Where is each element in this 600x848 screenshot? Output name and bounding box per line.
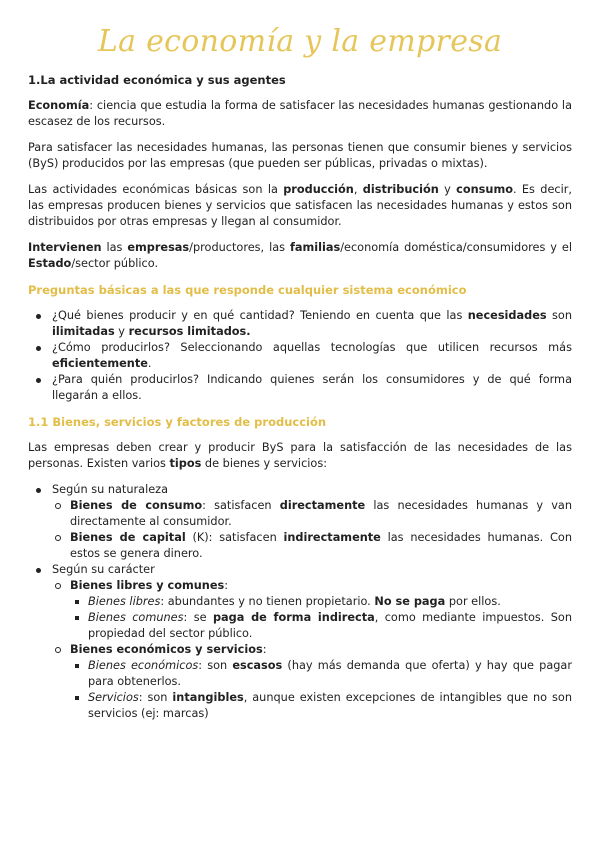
types-list (28, 482, 572, 722)
text: , aunque existen excepciones de intangibles que no son servicios (ej: marcas) (88, 691, 572, 720)
text: Las actividades económicas básicas son la (28, 183, 284, 196)
term-distribucion: distribución (362, 183, 439, 196)
paragraph-economia (28, 98, 572, 130)
paragraph-necesidades: Para satisfacer las necesidades humanas, las personas tienen que consumir bienes y servicios (ByS) producidos por las empresas (que pueden ser públicas, privadas o mixtas). (28, 141, 572, 170)
list-item (28, 530, 572, 562)
term: Bienes de capital (70, 531, 186, 544)
text: las necesidades humanas. Con estos se genera dinero. (70, 531, 572, 560)
term: indirectamente (283, 531, 381, 544)
list-item (28, 594, 572, 610)
text: son (546, 309, 572, 322)
list-item-caracter (28, 562, 572, 722)
term: recursos limitados. (128, 325, 251, 338)
text: Las empresas deben crear y producir ByS para la satisfacción de las necesidades de las personas. Existen varios (28, 441, 572, 470)
term: Bienes libres (88, 595, 161, 608)
document-body (28, 72, 572, 722)
text: : abundantes y no tienen propietario. (160, 595, 375, 608)
term: paga de forma indirecta (212, 611, 375, 624)
list-item (28, 642, 572, 722)
paragraph-actividades (28, 182, 572, 230)
text: /productores, las (189, 241, 290, 254)
list-item (28, 498, 572, 530)
sublist (28, 594, 572, 642)
text: Según su naturaleza (52, 483, 169, 496)
text: , (353, 183, 363, 196)
section-heading-bienes: 1.1 Bienes, servicios y factores de producción (28, 415, 327, 429)
list-item (28, 658, 572, 690)
term: escasos (232, 659, 283, 672)
term: directamente (279, 499, 366, 512)
text: y (438, 183, 457, 196)
list-item-naturaleza (28, 482, 572, 562)
text: las (101, 241, 128, 254)
term: Bienes económicos (88, 659, 199, 672)
text: : son (198, 659, 233, 672)
term: Servicios (88, 691, 139, 704)
section-heading-actividad: 1.La actividad económica y sus agentes (28, 73, 286, 87)
text: /sector público. (71, 257, 159, 270)
term: No se paga (374, 595, 446, 608)
text: ¿Cómo producirlos? Seleccionando aquellas tecnologías que utilicen recursos más (52, 341, 572, 354)
term: Bienes de consumo (70, 499, 203, 512)
list-item (28, 690, 572, 722)
text: Según su carácter (52, 563, 155, 576)
text: y (114, 325, 129, 338)
term-economia: Economía (28, 99, 90, 112)
term-estado: Estado (28, 257, 72, 270)
list-item (28, 340, 572, 372)
term-empresas: empresas (127, 241, 190, 254)
term: Bienes libres y comunes (70, 579, 225, 592)
paragraph-bienes-intro (28, 440, 572, 472)
text: (hay más demanda que oferta) y hay que pagar para obtenerlos. (88, 659, 572, 688)
section-heading-preguntas: Preguntas básicas a las que responde cualquier sistema económico (28, 283, 467, 297)
term: Bienes comunes (88, 611, 184, 624)
text: de bienes y servicios: (201, 457, 328, 470)
text: (K): satisfacen (185, 531, 284, 544)
term-intervienen: Intervienen (28, 241, 102, 254)
term: intangibles (172, 691, 244, 704)
term: eficientemente (52, 357, 148, 370)
term: ilimitadas (52, 325, 115, 338)
text: por ellos. (445, 595, 501, 608)
list-item (28, 578, 572, 642)
list-item (28, 308, 572, 340)
text: . (147, 357, 152, 370)
term-produccion: producción (283, 183, 354, 196)
text: : (224, 579, 229, 592)
definition-text: : ciencia que estudia la forma de satisfacer las necesidades humanas gestionando la escasez de los recursos. (28, 99, 572, 128)
questions-list (28, 308, 572, 404)
text: /economía doméstica/consumidores y el (340, 241, 572, 254)
text: , como mediante impuestos. Son propiedad del sector público. (88, 611, 573, 640)
text: : son (138, 691, 173, 704)
term: necesidades (467, 309, 547, 322)
term: Bienes económicos y servicios (70, 643, 263, 656)
term-tipos: tipos (169, 457, 202, 470)
text: : (262, 643, 267, 656)
paragraph-intervienen (28, 240, 572, 272)
text: : satisfacen (202, 499, 280, 512)
text: : se (183, 611, 213, 624)
text: las necesidades humanas y van directamente al consumidor. (70, 499, 572, 528)
text: ¿Qué bienes producir y en qué cantidad? Teniendo en cuenta que las (52, 309, 468, 322)
page-title: La economía y la empresa (97, 24, 503, 59)
list-item (28, 610, 572, 642)
term-consumo: consumo (456, 183, 513, 196)
term-familias: familias (289, 241, 341, 254)
list-item: ¿Para quién producirlos? Indicando quienes serán los consumidores y de qué forma llegarán a ellos. (28, 372, 572, 404)
text: . Es decir, las empresas producen bienes y servicios que satisfacen las necesidades humanas y estos son distribuidos por otras empresas y llegan al consumidor. (28, 183, 572, 228)
sublist (28, 578, 572, 722)
sublist (28, 658, 572, 722)
sublist (28, 498, 572, 562)
